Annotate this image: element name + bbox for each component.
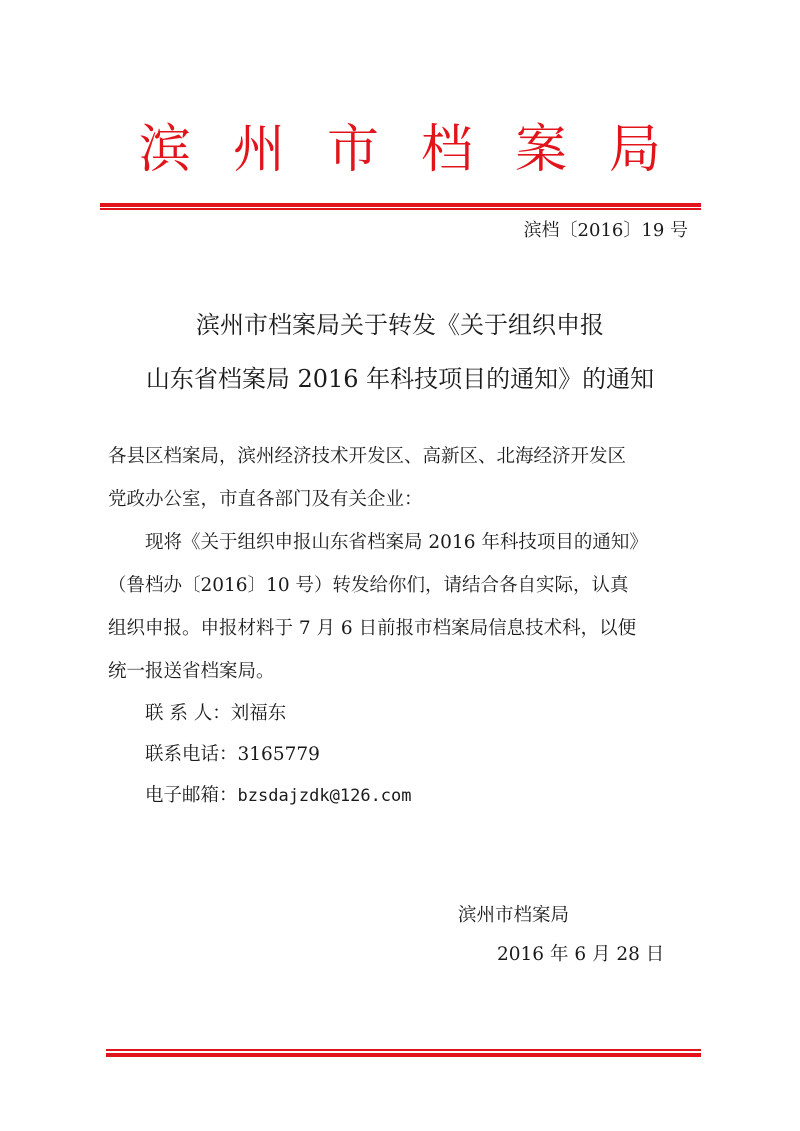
- body-paragraph-line-1: 现将《关于组织申报山东省档案局 2016 年科技项目的通知》: [145, 532, 648, 553]
- document-header-org: 滨州市档案局: [138, 120, 703, 180]
- footer-red-rule-thick: [106, 1053, 701, 1057]
- document-number: 滨档〔2016〕19 号: [523, 220, 688, 241]
- footer-red-rule-thin: [106, 1049, 701, 1051]
- contact-phone: [145, 741, 320, 769]
- recipients-line-1: 各县区档案局，滨州经济技术开发区、高新区、北海经济开发区: [108, 446, 627, 467]
- signature-org: 滨州市档案局: [458, 905, 570, 926]
- recipients-line-2: 党政办公室，市直各部门及有关企业：: [108, 489, 423, 510]
- contact-email: [145, 782, 412, 810]
- contact-person-label: 联 系 人：: [145, 703, 231, 724]
- body-paragraph-line-2: （鲁档办〔2016〕10 号）转发给你们，请结合各自实际，认真: [108, 575, 629, 596]
- header-red-rule-thin: [100, 208, 701, 210]
- contact-phone-label: 联系电话：: [145, 744, 238, 765]
- contact-person-value: 刘福东: [230, 703, 287, 724]
- document-title-line-1: 滨州市档案局关于转发《关于组织申报: [196, 311, 604, 339]
- contact-phone-value: 3165779: [237, 744, 320, 765]
- body-paragraph-line-3: 组织申报。申报材料于 7 月 6 日前报市档案局信息技术科，以便: [108, 618, 637, 639]
- document-title-line-2: 山东省档案局 2016 年科技项目的通知》的通知: [145, 365, 655, 393]
- body-paragraph-line-4: 统一报送省档案局。: [108, 661, 275, 682]
- signature-date: 2016 年 6 月 28 日: [497, 944, 665, 965]
- contact-person: [145, 700, 286, 728]
- contact-email-value: bzsdajzdk@126.com: [237, 786, 412, 806]
- contact-email-label: 电子邮箱：: [145, 785, 238, 806]
- header-red-rule-thick: [100, 203, 701, 207]
